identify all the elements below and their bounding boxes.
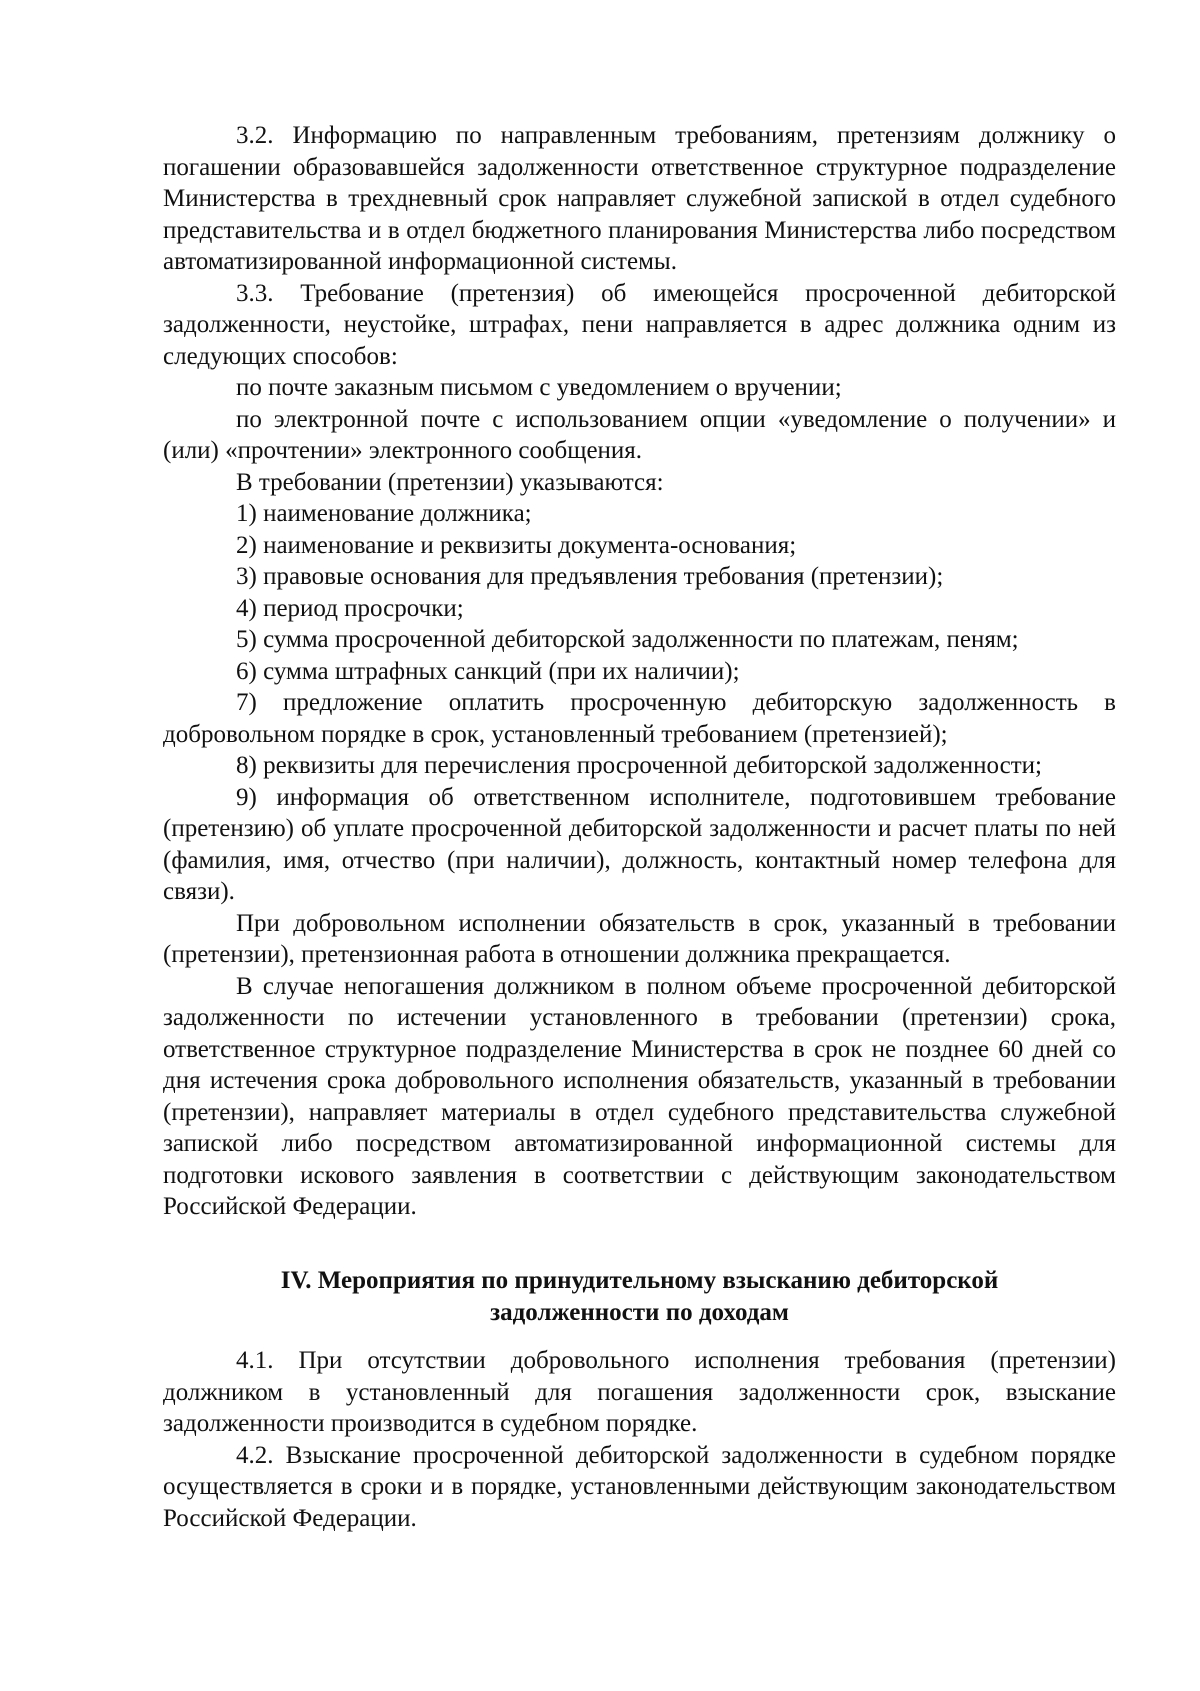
paragraph-3-2: 3.2. Информацию по направленным требованиям, претензиям должнику о погашении образовавшейся задолженности ответственное структурное подразделение Министерства в трехдневный срок направляет служебной запиской в отдел судебного представительства и в отдел бюджетного планирования Министерства либо посредством автоматизированной информационной системы. bbox=[163, 122, 1116, 275]
list-item-6: 6) сумма штрафных санкций (при их наличии); bbox=[236, 657, 740, 685]
paragraph-method-mail: по почте заказным письмом с уведомлением о вручении; bbox=[236, 374, 842, 401]
list-item-9: 9) информация об ответственном исполнителе, подготовившем требование (претензию) об уплате просроченной дебиторской задолженности и расчет платы по ней (фамилия, имя, отчество (при наличии), должность, контактный номер телефона для связи). bbox=[163, 783, 1116, 905]
section-4-heading-line-2: задолженности по доходам bbox=[490, 1298, 789, 1326]
section-4-heading bbox=[163, 1265, 1116, 1328]
paragraph-non-repayment: В случае непогашения должником в полном объеме просроченной дебиторской задолженности по истечении установленного в требовании (претензии) срока, ответственное структурное подразделение Министерства в срок не позднее 60 дней со дня истечения срока добровольного исполнения обязательств, указанный в требовании (претензии), направляет материалы в отдел судебного представительства служебной запиской либо посредством автоматизированной информационной системы для подготовки искового заявления в соответствии с действующим законодательством Российской Федерации. bbox=[163, 972, 1116, 1220]
section-4-heading-line-1: IV. Мероприятия по принудительному взысканию дебиторской bbox=[280, 1267, 999, 1294]
paragraph-requirements-intro: В требовании (претензии) указываются: bbox=[236, 468, 664, 496]
list-item-5: 5) сумма просроченной дебиторской задолженности по платежам, пеням; bbox=[236, 626, 1019, 653]
list-item-7: 7) предложение оплатить просроченную дебиторскую задолженность в добровольном порядке в срок, установленный требованием (претензией); bbox=[163, 689, 1116, 748]
paragraph-4-2: 4.2. Взыскание просроченной дебиторской задолженности в судебном порядке осуществляется в сроки и в порядке, установленными действующим законодательством Российской Федерации. bbox=[163, 1441, 1116, 1532]
paragraph-voluntary-execution: При добровольном исполнении обязательств в срок, указанный в требовании (претензии), претензионная работа в отношении должника прекращается. bbox=[163, 909, 1116, 968]
list-item-2: 2) наименование и реквизиты документа-основания; bbox=[236, 531, 797, 559]
list-item-1: 1) наименование должника; bbox=[236, 500, 532, 527]
list-item-8: 8) реквизиты для перечисления просроченной дебиторской задолженности; bbox=[236, 752, 1042, 779]
section-4-text bbox=[163, 1345, 1116, 1534]
list-item-4: 4) период просрочки; bbox=[236, 594, 464, 622]
paragraph-3-3: 3.3. Требование (претензия) об имеющейся просроченной дебиторской задолженности, неустойке, штрафах, пени направляется в адрес должника одним из следующих способов: bbox=[163, 279, 1116, 370]
paragraph-method-email: по электронной почте с использованием опции «уведомление о получении» и (или) «прочтении» электронного сообщения. bbox=[163, 405, 1116, 464]
list-item-3: 3) правовые основания для предъявления требования (претензии); bbox=[236, 563, 944, 590]
section-3-text bbox=[163, 120, 1116, 1223]
paragraph-4-1: 4.1. При отсутствии добровольного исполнения требования (претензии) должником в установленный для погашения задолженности срок, взыскание задолженности производится в судебном порядке. bbox=[163, 1347, 1116, 1437]
